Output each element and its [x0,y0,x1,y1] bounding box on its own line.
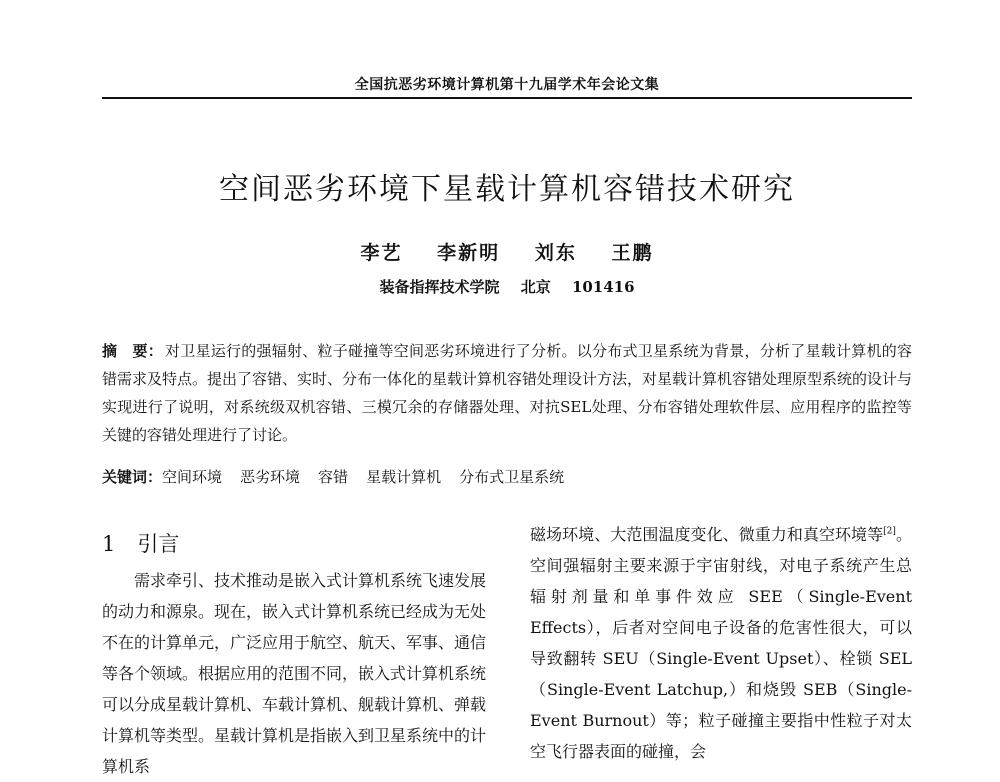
keywords [102,463,912,491]
author-list [102,238,912,265]
left-column [102,527,486,782]
abstract-text: 对卫星运行的强辐射、粒子碰撞等空间恶劣环境进行了分析。以分布式卫星系统为背景，分析了星载计算机的容错需求及特点。提出了容错、实时、分布一体化的星载计算机容错处理设计方法，对星载计算机容错处理原型系统的设计与实现进行了说明，对系统级双机容错、三模冗余的存储器处理、对抗SEL处理、分布容错处理软件层、应用程序的监控等关键的容错处理进行了讨论。 [102,342,913,444]
intro-paragraph: 需求牵引、技术推动是嵌入式计算机系统飞速发展的动力和源泉。现在，嵌入式计算机系统已经成为无处不在的计算单元，广泛应用于航空、航天、军事、通信等各个领域。根据应用的范围不同，嵌入式计算机系统可以分成星载计算机、车载计算机、舰载计算机、弹载计算机等类型。星载计算机是指嵌入到卫星系统中的计算机系 [102,571,487,776]
keyword-item: 星载计算机 [366,468,442,486]
abstract-label: 摘 要： [102,342,163,360]
abstract [102,337,912,449]
affiliation-institution: 装备指挥技术学院 [379,278,500,296]
author-name: 李艺 [360,242,403,264]
affiliation-postcode: 101416 [571,278,635,296]
citation-marker: [2] [883,526,896,537]
intro-paragraph-continued [530,519,912,767]
author-name: 刘东 [534,242,577,264]
text-run: 磁场环境、大范围温度变化、微重力和真空环境等 [530,525,884,544]
keyword-item: 恶劣环境 [240,468,301,486]
right-column [530,519,912,767]
section-heading [102,527,486,561]
author-name: 李新明 [437,242,501,264]
section-number: 1 [102,532,116,556]
keyword-item: 容错 [318,468,349,486]
header-rule [102,97,912,99]
running-header: 全国抗恶劣环境计算机第十九届学术年会论文集 [354,77,660,93]
keyword-item: 分布式卫星系统 [459,468,565,486]
keyword-item: 空间环境 [162,468,223,486]
text-run: 。空间强辐射主要来源于宇宙射线，对电子系统产生总辐射剂量和单事件效应 SEE（Single-Event Effects），后者对空间电子设备的危害性很大，可以导致翻转 SEU（Single-Event Upset）、栓锁 SEL（Single-Event Latchup,）和烧毁 SEB（Single-Event Burnout）等；粒子碰撞主要指中性粒子对太空飞行器表面的碰撞，会 [530,525,912,761]
affiliation [102,276,912,297]
author-name: 王鹏 [611,242,654,264]
section-title: 引言 [137,532,180,556]
paper-title: 空间恶劣环境下星载计算机容错技术研究 [219,172,795,207]
keywords-label: 关键词： [102,468,163,486]
affiliation-city: 北京 [520,278,551,296]
